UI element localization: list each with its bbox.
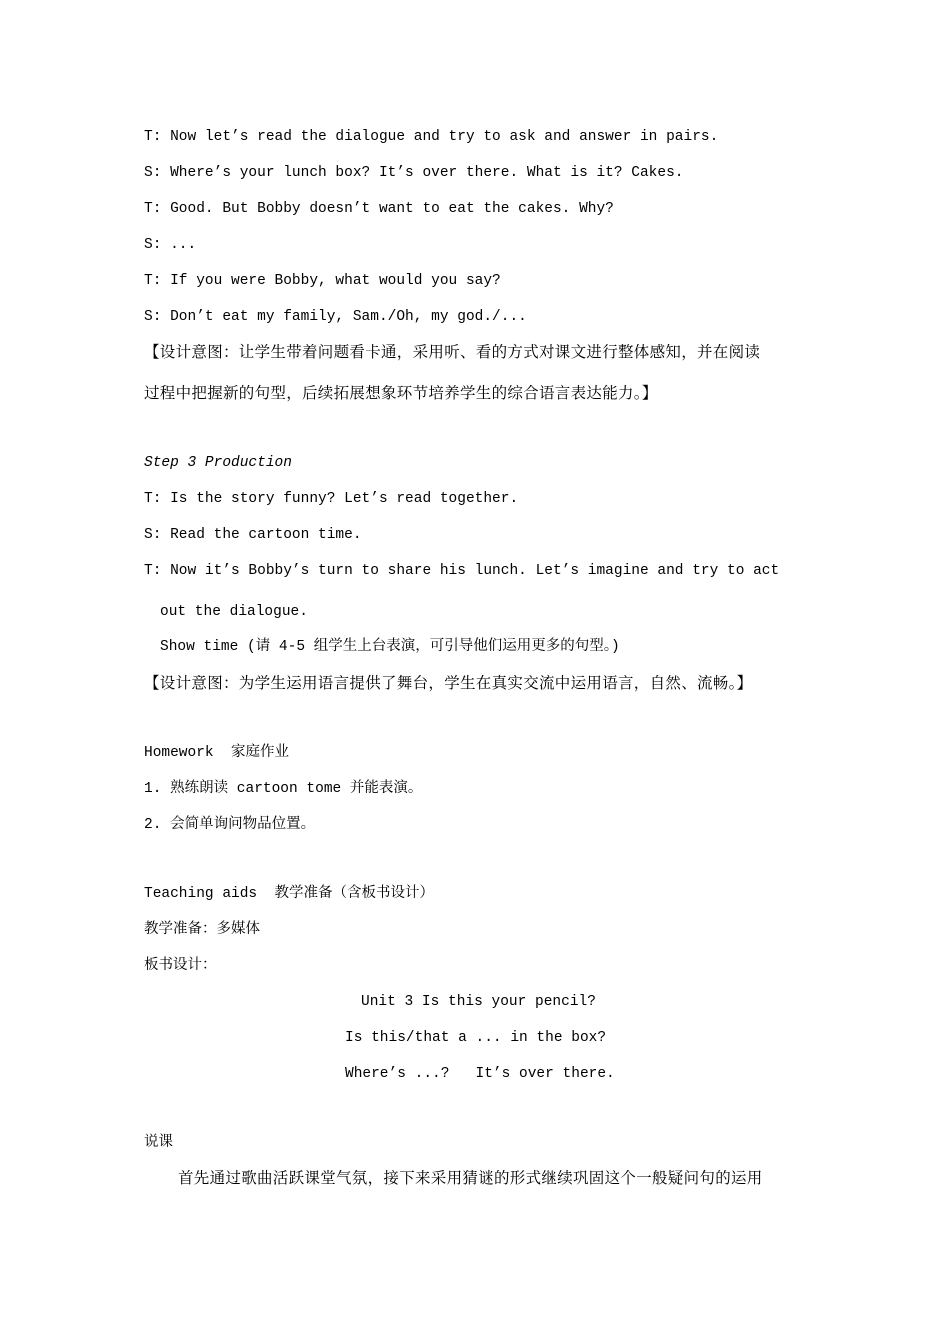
board-line-2: Is this/that a ... in the box? xyxy=(345,1030,607,1046)
homework-item-1: 1. 熟练朗读 cartoon tome 并能表演。 xyxy=(144,781,423,797)
teaching-prep: 教学准备：多媒体 xyxy=(144,922,260,938)
homework-item-2: 2. 会简单询问物品位置。 xyxy=(144,817,316,833)
shuoke-heading: 说课 xyxy=(144,1135,173,1151)
design-note-1-line-1: 【设计意图：让学生带着问题看卡通，采用听、看的方式对课文进行整体感知，并在阅读 xyxy=(144,343,761,361)
dialogue-line-2: S: Where’s your lunch box? It’s over there. What is it? Cakes. xyxy=(144,165,684,181)
dialogue-line-3: T: Good. But Bobby doesn’t want to eat the cakes. Why? xyxy=(144,201,614,217)
dialogue-line-5: T: If you were Bobby, what would you say? xyxy=(144,273,501,289)
dialogue-line-6: S: Don’t eat my family, Sam./Oh, my god./... xyxy=(144,309,527,325)
board-line-3: Where’s ...? It’s over there. xyxy=(345,1066,615,1082)
dialogue-line-4: S: ... xyxy=(144,237,197,253)
step3-heading: Step 3 Production xyxy=(144,455,292,471)
step3-line-2: S: Read the cartoon time. xyxy=(144,527,362,543)
step3-line-4: out the dialogue. xyxy=(160,604,308,620)
design-note-1-line-2: 过程中把握新的句型，后续拓展想象环节培养学生的综合语言表达能力。】 xyxy=(144,384,658,402)
shuoke-paragraph: 首先通过歌曲活跃课堂气氛，接下来采用猜谜的形式继续巩固这个一般疑问句的运用 xyxy=(178,1169,763,1187)
step3-line-5: Show time (请 4-5 组学生上台表演，可引导他们运用更多的句型。) xyxy=(160,639,620,655)
design-note-2: 【设计意图：为学生运用语言提供了舞台，学生在真实交流中运用语言，自然、流畅。】 xyxy=(144,674,753,692)
step3-line-1: T: Is the story funny? Let’s read together. xyxy=(144,491,519,507)
board-line-1: Unit 3 Is this your pencil? xyxy=(361,994,596,1010)
teaching-aids-heading: Teaching aids 教学准备（含板书设计） xyxy=(144,886,435,902)
dialogue-line-1: T: Now let’s read the dialogue and try to ask and answer in pairs. xyxy=(144,129,719,145)
step3-line-3: T: Now it’s Bobby’s turn to share his lunch. Let’s imagine and try to act xyxy=(144,563,780,579)
homework-heading: Homework 家庭作业 xyxy=(144,745,290,761)
board-design-label: 板书设计： xyxy=(144,958,217,974)
